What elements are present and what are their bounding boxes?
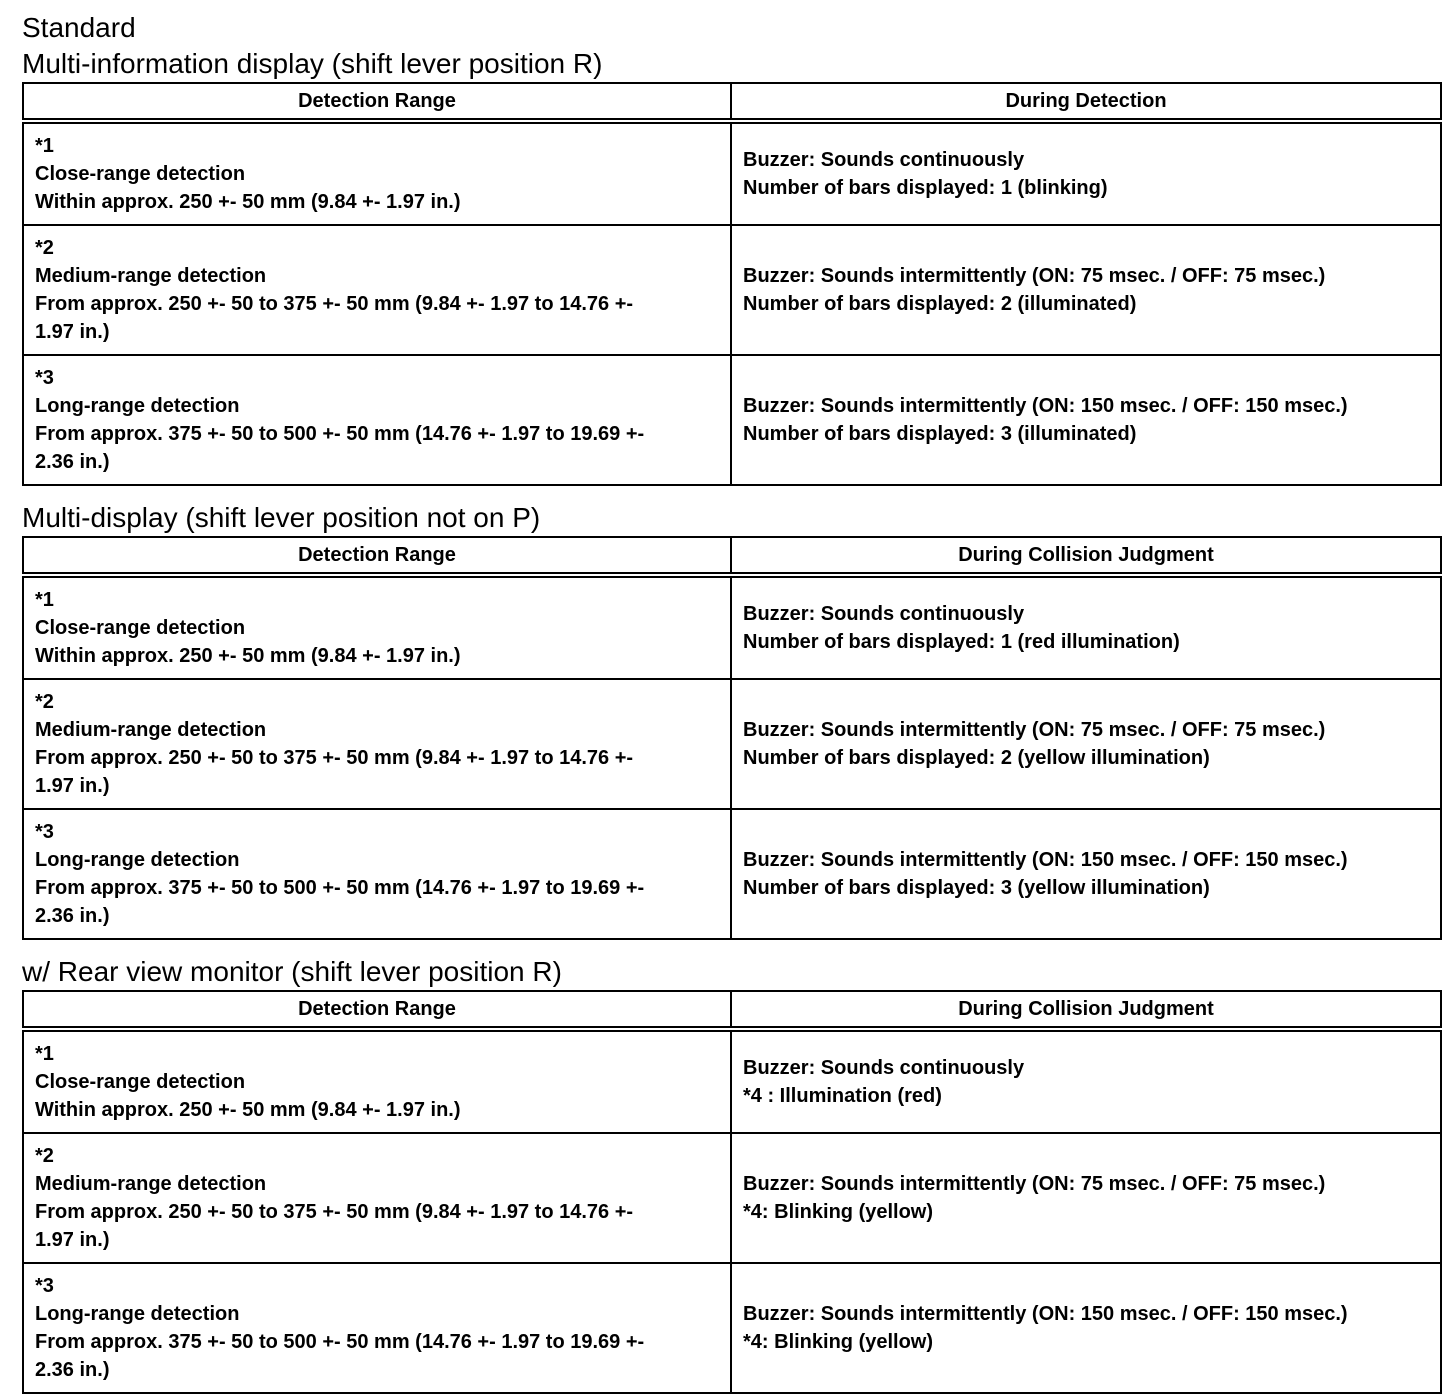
header-detection-range: Detection Range: [23, 537, 731, 575]
table-header-row: [23, 537, 1441, 575]
during-cell: [731, 1029, 1441, 1133]
buzzer-text: Buzzer: Sounds intermittently (ON: 75 msec. / OFF: 75 msec.): [743, 719, 1326, 741]
header-during: During Collision Judgment: [731, 537, 1441, 575]
section-rear-view-monitor: [22, 954, 1440, 1394]
during-cell: [731, 1263, 1441, 1393]
section-title: Multi-information display (shift lever position R): [22, 48, 603, 79]
range-marker: *3: [35, 1275, 54, 1297]
display-text: Number of bars displayed: 2 (illuminated): [743, 293, 1137, 315]
during-cell: [731, 225, 1441, 355]
buzzer-text: Buzzer: Sounds intermittently (ON: 150 msec. / OFF: 150 msec.): [743, 1303, 1348, 1325]
table-header-row: [23, 83, 1441, 121]
range-cell: [23, 575, 731, 679]
table-row: [23, 1029, 1441, 1133]
range-distance: From approx. 375 +- 50 to 500 +- 50 mm (14.76 +- 1.97 to 19.69 +-: [35, 877, 645, 899]
range-name: Close-range detection: [35, 163, 246, 185]
display-text: *4: Blinking (yellow): [743, 1331, 934, 1353]
buzzer-text: Buzzer: Sounds intermittently (ON: 150 msec. / OFF: 150 msec.): [743, 849, 1348, 871]
range-distance: Within approx. 250 +- 50 mm (9.84 +- 1.97 in.): [35, 1099, 461, 1121]
detection-table: [22, 536, 1442, 940]
table-row: [23, 575, 1441, 679]
range-name: Long-range detection: [35, 395, 240, 417]
range-cell: [23, 1133, 731, 1263]
table-row: [23, 809, 1441, 939]
range-name: Long-range detection: [35, 1303, 240, 1325]
during-cell: [731, 679, 1441, 809]
table-row: [23, 679, 1441, 809]
during-cell: [731, 575, 1441, 679]
document-page: [22, 10, 1440, 1394]
table-row: [23, 1263, 1441, 1393]
display-text: Number of bars displayed: 3 (illuminated): [743, 423, 1137, 445]
range-distance: From approx. 375 +- 50 to 500 +- 50 mm (14.76 +- 1.97 to 19.69 +-: [35, 423, 645, 445]
buzzer-text: Buzzer: Sounds continuously: [743, 149, 1025, 171]
range-cell: [23, 121, 731, 225]
range-distance: From approx. 250 +- 50 to 375 +- 50 mm (9.84 +- 1.97 to 14.76 +-: [35, 747, 634, 769]
range-distance-cont: 1.97 in.): [35, 1229, 110, 1251]
range-marker: *1: [35, 1043, 54, 1065]
section-title: Multi-display (shift lever position not on P): [22, 502, 541, 533]
table-row: [23, 1133, 1441, 1263]
range-distance: From approx. 375 +- 50 to 500 +- 50 mm (14.76 +- 1.97 to 19.69 +-: [35, 1331, 645, 1353]
range-distance-cont: 1.97 in.): [35, 775, 110, 797]
range-distance: Within approx. 250 +- 50 mm (9.84 +- 1.97 in.): [35, 191, 461, 213]
range-cell: [23, 1029, 731, 1133]
header-detection-range: Detection Range: [23, 991, 731, 1029]
display-text: Number of bars displayed: 2 (yellow illumination): [743, 747, 1210, 769]
range-distance-cont: 1.97 in.): [35, 321, 110, 343]
range-distance: From approx. 250 +- 50 to 375 +- 50 mm (9.84 +- 1.97 to 14.76 +-: [35, 293, 634, 315]
section-title: w/ Rear view monitor (shift lever position R): [22, 956, 562, 987]
table-row: [23, 355, 1441, 485]
range-distance-cont: 2.36 in.): [35, 905, 110, 927]
section-multi-display: [22, 500, 1440, 940]
page-heading: Standard: [22, 12, 136, 43]
buzzer-text: Buzzer: Sounds intermittently (ON: 75 msec. / OFF: 75 msec.): [743, 265, 1326, 287]
buzzer-text: Buzzer: Sounds intermittently (ON: 75 msec. / OFF: 75 msec.): [743, 1173, 1326, 1195]
header-during: During Detection: [731, 83, 1441, 121]
buzzer-text: Buzzer: Sounds intermittently (ON: 150 msec. / OFF: 150 msec.): [743, 395, 1348, 417]
display-text: Number of bars displayed: 3 (yellow illumination): [743, 877, 1210, 899]
display-text: Number of bars displayed: 1 (blinking): [743, 177, 1108, 199]
table-header-row: [23, 991, 1441, 1029]
display-text: *4 : Illumination (red): [743, 1085, 942, 1107]
range-name: Close-range detection: [35, 617, 246, 639]
range-name: Medium-range detection: [35, 265, 267, 287]
range-distance-cont: 2.36 in.): [35, 451, 110, 473]
range-marker: *2: [35, 237, 54, 259]
during-cell: [731, 809, 1441, 939]
range-cell: [23, 809, 731, 939]
range-distance-cont: 2.36 in.): [35, 1359, 110, 1381]
range-cell: [23, 679, 731, 809]
range-marker: *3: [35, 367, 54, 389]
range-cell: [23, 355, 731, 485]
display-text: *4: Blinking (yellow): [743, 1201, 934, 1223]
table-row: [23, 121, 1441, 225]
range-marker: *1: [35, 589, 54, 611]
buzzer-text: Buzzer: Sounds continuously: [743, 1057, 1025, 1079]
detection-table: [22, 990, 1442, 1394]
range-cell: [23, 1263, 731, 1393]
range-distance: Within approx. 250 +- 50 mm (9.84 +- 1.97 in.): [35, 645, 461, 667]
during-cell: [731, 355, 1441, 485]
detection-table: [22, 82, 1442, 486]
table-row: [23, 225, 1441, 355]
range-marker: *1: [35, 135, 54, 157]
header-detection-range: Detection Range: [23, 83, 731, 121]
range-marker: *3: [35, 821, 54, 843]
range-cell: [23, 225, 731, 355]
range-name: Medium-range detection: [35, 719, 267, 741]
display-text: Number of bars displayed: 1 (red illumination): [743, 631, 1180, 653]
range-name: Medium-range detection: [35, 1173, 267, 1195]
range-marker: *2: [35, 1145, 54, 1167]
range-name: Long-range detection: [35, 849, 240, 871]
during-cell: [731, 1133, 1441, 1263]
section-multi-information-display: [22, 46, 1440, 486]
range-marker: *2: [35, 691, 54, 713]
range-name: Close-range detection: [35, 1071, 246, 1093]
buzzer-text: Buzzer: Sounds continuously: [743, 603, 1025, 625]
during-cell: [731, 121, 1441, 225]
header-during: During Collision Judgment: [731, 991, 1441, 1029]
range-distance: From approx. 250 +- 50 to 375 +- 50 mm (9.84 +- 1.97 to 14.76 +-: [35, 1201, 634, 1223]
